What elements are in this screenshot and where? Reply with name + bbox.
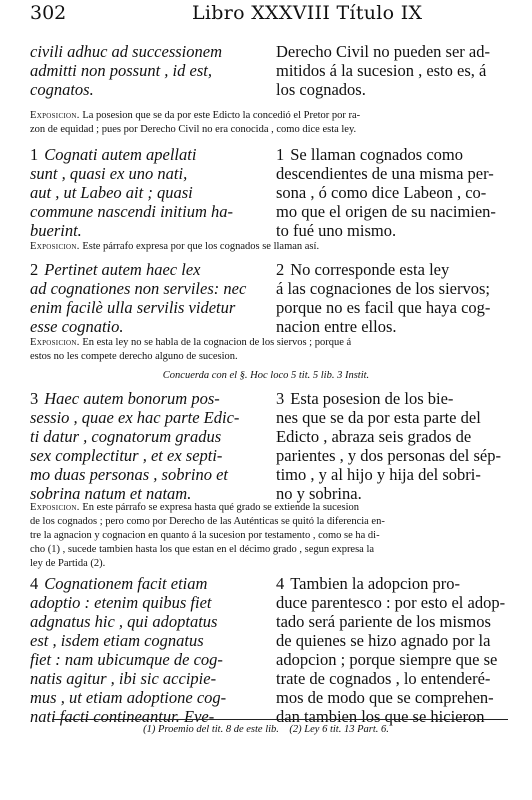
latin-line: esse cognatio. bbox=[30, 317, 124, 336]
spanish-line: Se llaman cognados como bbox=[290, 145, 464, 164]
latin-line: fiet : nam ubicumque de cog- bbox=[30, 650, 223, 669]
spanish-line: to fué uno mismo. bbox=[276, 221, 397, 240]
exposition-text: En este párrafo se expresa hasta qué grado se extiende la sucesion bbox=[82, 502, 359, 513]
page-header bbox=[30, 2, 502, 26]
section-number: 4 bbox=[276, 574, 285, 593]
footnotes bbox=[30, 724, 502, 735]
exposition-note bbox=[30, 240, 502, 254]
exposition-text: tre la agnacion y cognacion en quanto á la sucesion por testamento , como se ha di- bbox=[30, 530, 380, 541]
spanish-line: Derecho Civil no pueden ser ad- bbox=[276, 42, 490, 61]
latin-line: admitti non possunt , id est, bbox=[30, 61, 212, 80]
latin-line: adgnatus hic , qui adoptatus bbox=[30, 612, 218, 631]
latin-line: Haec autem bonorum pos- bbox=[44, 389, 220, 408]
latin-line: sunt , quasi ex uno nati, bbox=[30, 164, 188, 183]
exposition-text: cho (1) , sucede tambien hasta los que estan en el décimo grado , segun expresa la bbox=[30, 544, 375, 555]
spanish-line: dan tambien los que se hicieron bbox=[276, 707, 485, 726]
spanish-line: mos de modo que se comprehen- bbox=[276, 688, 494, 707]
footnote: (1) Proemio del tit. 8 de este lib. bbox=[143, 724, 279, 735]
latin-line: buerint. bbox=[30, 221, 82, 240]
latin-line: mus , ut etiam adoptione cog- bbox=[30, 688, 227, 707]
latin-line: cognatos. bbox=[30, 80, 94, 99]
exposition-note bbox=[30, 109, 502, 137]
latin-column bbox=[30, 260, 262, 336]
spanish-line: mo que el origen de su nacimien- bbox=[276, 202, 496, 221]
spanish-line: parientes , y dos personas del sép- bbox=[276, 446, 501, 465]
spanish-column bbox=[276, 574, 506, 726]
spanish-line: á las cognaciones de los siervos; bbox=[276, 279, 490, 298]
spanish-column bbox=[276, 42, 502, 99]
exposition-note bbox=[30, 336, 502, 364]
section-number: 2 bbox=[276, 260, 285, 279]
latin-line: est , isdem etiam cognatus bbox=[30, 631, 204, 650]
exposition-text: de los cognados ; pero como por Derecho de las Auténticas se quitó la diferencia en- bbox=[30, 516, 385, 527]
spanish-line: sona , ó como dice Labeon , co- bbox=[276, 183, 487, 202]
latin-line: Cognationem facit etiam bbox=[44, 574, 208, 593]
spanish-line: mitidos á la sucesion , esto es, á bbox=[276, 61, 487, 80]
latin-column bbox=[30, 389, 262, 503]
spanish-line: tado será pariente de los mismos bbox=[276, 612, 491, 631]
section-number: 1 bbox=[276, 145, 285, 164]
section-number: 2 bbox=[30, 260, 39, 279]
latin-line: adoptio : etenim quibus fiet bbox=[30, 593, 212, 612]
concordance-note: Concuerda con el §. Hoc loco 5 tit. 5 lib. 3 Instit. bbox=[162, 370, 370, 381]
footnote-rule bbox=[52, 719, 508, 720]
latin-line: Cognati autem apellati bbox=[44, 145, 197, 164]
latin-line: aut , ut Labeo ait ; quasi bbox=[30, 183, 193, 202]
latin-line: sex complectitur , et ex septi- bbox=[30, 446, 223, 465]
latin-line: sobrina natum et natam. bbox=[30, 484, 192, 503]
section-number: 1 bbox=[30, 145, 39, 164]
exposition-text: ley de Partida (2). bbox=[30, 558, 106, 569]
spanish-line: Edicto , abraza seis grados de bbox=[276, 427, 472, 446]
exposition-text: Este párrafo expresa por que los cognados se llaman así. bbox=[82, 241, 320, 252]
spanish-column bbox=[276, 389, 502, 503]
latin-line: mo duas personas , sobrino et bbox=[30, 465, 229, 484]
latin-line: civili adhuc ad successionem bbox=[30, 42, 222, 61]
latin-line: commune nascendi initium ha- bbox=[30, 202, 234, 221]
spanish-line: No corresponde esta ley bbox=[290, 260, 450, 279]
latin-line: ti datur , cognatorum gradus bbox=[30, 427, 222, 446]
spanish-line: porque no es facil que haya cog- bbox=[276, 298, 491, 317]
spanish-line: no y sobrina. bbox=[276, 484, 362, 503]
spanish-line: Esta posesion de los bie- bbox=[290, 389, 454, 408]
latin-line: enim facilè ulla servilis videtur bbox=[30, 298, 236, 317]
spanish-column bbox=[276, 145, 502, 240]
latin-line: natis agitur , ibi sic accipie- bbox=[30, 669, 217, 688]
exposition-text: estos no les compete derecho alguno de sucesion. bbox=[30, 351, 238, 362]
section-number: 4 bbox=[30, 574, 39, 593]
exposition-label: Exposicion. bbox=[30, 110, 80, 121]
spanish-column bbox=[276, 260, 502, 336]
section-number: 3 bbox=[276, 389, 285, 408]
spanish-line: duce parentesco : por esto el adop- bbox=[276, 593, 506, 612]
latin-column bbox=[30, 145, 262, 240]
latin-line: Pertinet autem haec lex bbox=[44, 260, 201, 279]
exposition-note bbox=[30, 501, 502, 571]
spanish-line: de quienes se hizo agnado por la bbox=[276, 631, 491, 650]
exposition-label: Exposicion. bbox=[30, 337, 80, 348]
latin-line: nati facti contineantur. Eve- bbox=[30, 707, 215, 726]
spanish-line: timo , y al hijo y hija del sobri- bbox=[276, 465, 481, 484]
latin-column bbox=[30, 574, 262, 726]
exposition-text: En esta ley no se habla de la cognacion de los siervos ; porque á bbox=[82, 337, 352, 348]
footnote: (2) Ley 6 tit. 13 Part. 6. bbox=[289, 724, 389, 735]
spanish-line: trate de cognados , lo entenderé- bbox=[276, 669, 491, 688]
latin-column bbox=[30, 42, 262, 99]
spanish-line: nes que se da por esta parte del bbox=[276, 408, 481, 427]
latin-line: ad cognationes non serviles: nec bbox=[30, 279, 247, 298]
running-title: Libro XXXVIII Título IX bbox=[192, 2, 423, 24]
exposition-label: Exposicion. bbox=[30, 241, 80, 252]
latin-line: sessio , quae ex hac parte Edic- bbox=[30, 408, 240, 427]
spanish-line: los cognados. bbox=[276, 80, 366, 99]
spanish-line: nacion entre ellos. bbox=[276, 317, 397, 336]
spanish-line: adopcion ; porque siempre que se bbox=[276, 650, 498, 669]
section-number: 3 bbox=[30, 389, 39, 408]
exposition-text: La posesion que se da por este Edicto la concedió el Pretor por ra- bbox=[82, 110, 361, 121]
page-number: 302 bbox=[30, 2, 67, 24]
spanish-line: Tambien la adopcion pro- bbox=[290, 574, 460, 593]
exposition-label: Exposicion. bbox=[30, 502, 80, 513]
spanish-line: descendientes de una misma per- bbox=[276, 164, 494, 183]
exposition-text: zon de equidad ; pues por Derecho Civil no era conocida , como dice esta ley. bbox=[30, 124, 357, 135]
